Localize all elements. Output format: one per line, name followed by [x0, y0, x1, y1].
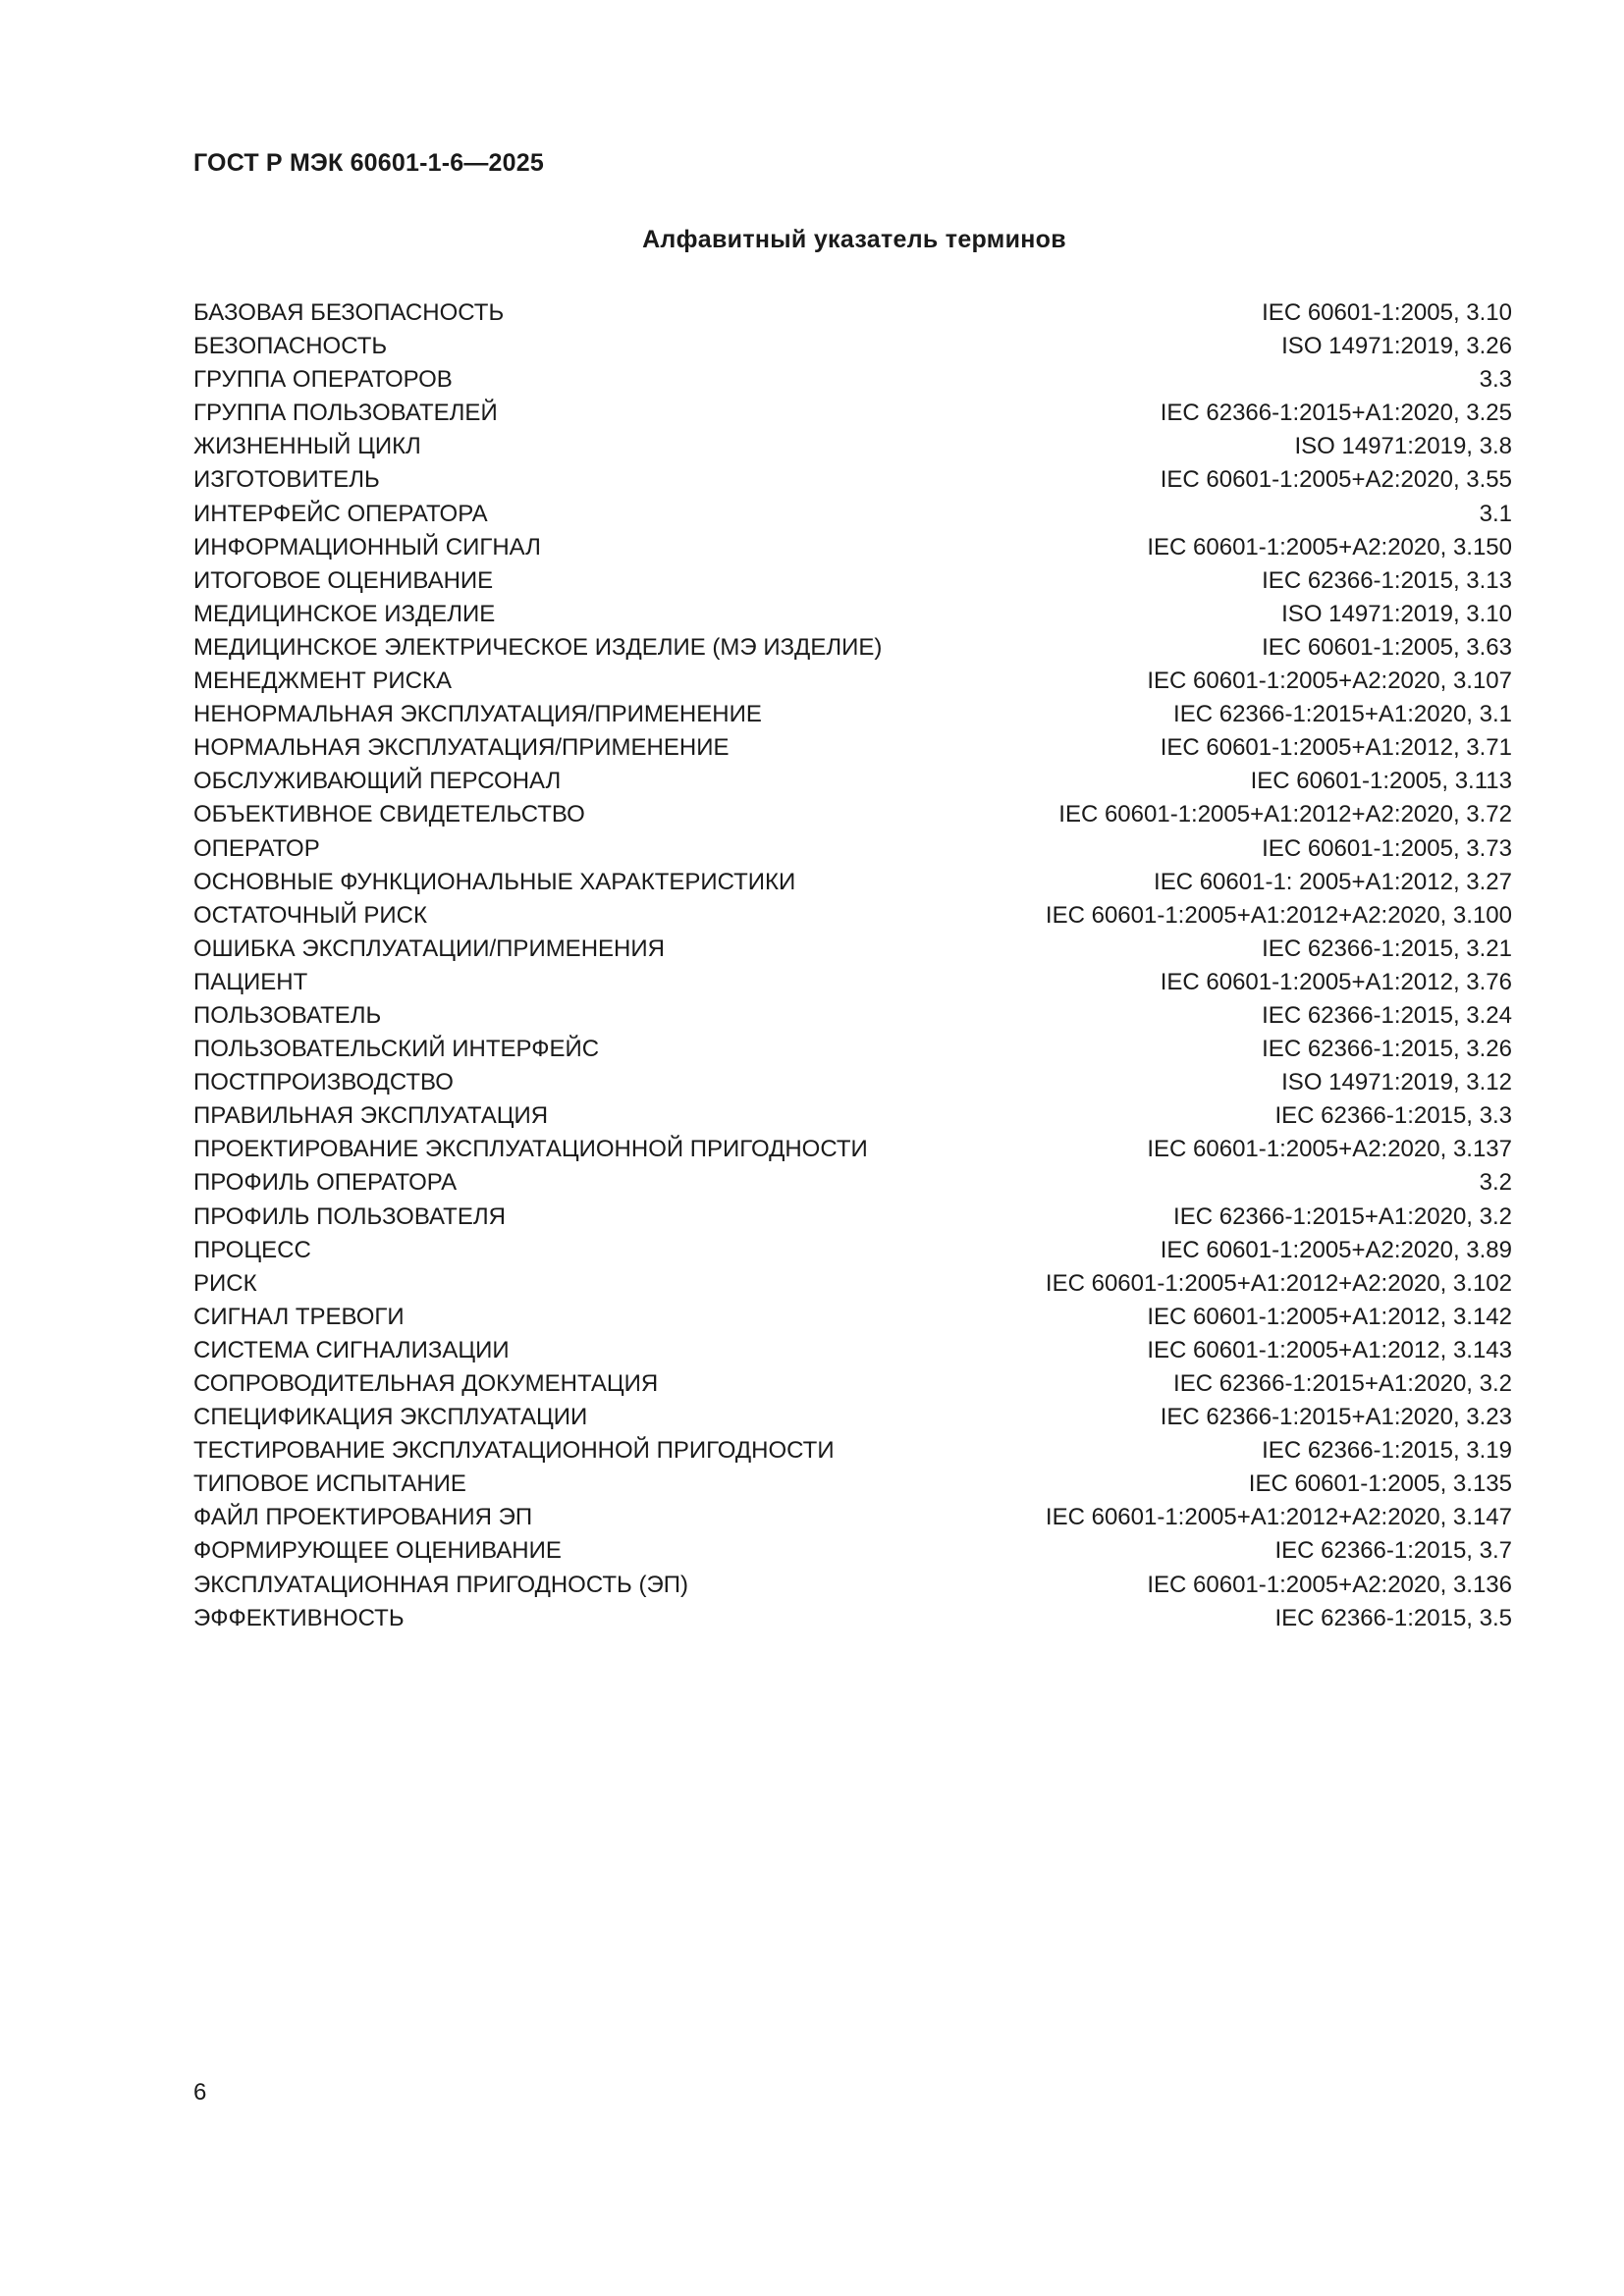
index-reference: IEC 62366-1:2015, 3.21: [1262, 934, 1512, 962]
index-term: ПАЦИЕНТ: [193, 968, 308, 995]
index-term: ФАЙЛ ПРОЕКТИРОВАНИЯ ЭП: [193, 1504, 533, 1531]
index-entry: [193, 899, 1512, 933]
index-entry: [193, 1367, 1512, 1401]
index-title: Алфавитный указатель терминов: [642, 226, 1066, 253]
index-entry: [193, 698, 1512, 731]
index-reference: IEC 62366-1:2015, 3.26: [1262, 1036, 1512, 1063]
index-entry: [193, 1334, 1512, 1367]
index-term: ПРОФИЛЬ ОПЕРАТОРА: [193, 1169, 458, 1197]
index-term: ПРОЦЕСС: [193, 1236, 311, 1263]
index-entry: [193, 397, 1512, 430]
index-reference: ISO 14971:2019, 3.8: [1294, 433, 1512, 460]
index-term: СИСТЕМА СИГНАЛИЗАЦИИ: [193, 1336, 510, 1363]
index-entry: [193, 1534, 1512, 1568]
index-entry: [193, 1033, 1512, 1066]
index-entry: [193, 1099, 1512, 1133]
index-term: ОСТАТОЧНЫЙ РИСК: [193, 901, 427, 929]
index-reference: IEC 62366-1:2015+A1:2020, 3.2: [1173, 1202, 1512, 1230]
index-reference: IEC 60601-1:2005, 3.10: [1262, 299, 1512, 326]
index-reference: IEC 62366-1:2015+A1:2020, 3.2: [1173, 1370, 1512, 1397]
index-term: ОСНОВНЫЕ ФУНКЦИОНАЛЬНЫЕ ХАРАКТЕРИСТИКИ: [193, 868, 796, 895]
index-entry: [193, 1434, 1512, 1468]
index-entry: [193, 1133, 1512, 1166]
document-code: ГОСТ Р МЭК 60601-1-6—2025: [193, 149, 544, 177]
index-term: БЕЗОПАСНОСТЬ: [193, 333, 388, 360]
index-reference: IEC 60601-1:2005+A1:2012+A2:2020, 3.147: [1045, 1504, 1512, 1531]
index-entry: [193, 1602, 1512, 1635]
index-entry: [193, 1468, 1512, 1501]
index-term: СИГНАЛ ТРЕВОГИ: [193, 1303, 405, 1330]
index-reference: IEC 60601-1:2005+A2:2020, 3.137: [1147, 1136, 1512, 1163]
index-entry: [193, 1501, 1512, 1534]
index-entry: [193, 832, 1512, 866]
index-entry: [193, 966, 1512, 999]
index-reference: ISO 14971:2019, 3.10: [1281, 600, 1512, 627]
index-term: СОПРОВОДИТЕЛЬНАЯ ДОКУМЕНТАЦИЯ: [193, 1370, 659, 1397]
index-entry: [193, 598, 1512, 631]
index-term: МЕДИЦИНСКОЕ ИЗДЕЛИЕ: [193, 600, 496, 627]
index-reference: 3.2: [1479, 1169, 1512, 1197]
index-entry: [193, 296, 1512, 330]
index-entry: [193, 866, 1512, 899]
index-reference: IEC 62366-1:2015+A1:2020, 3.23: [1160, 1404, 1512, 1431]
index-reference: IEC 62366-1:2015, 3.5: [1274, 1604, 1512, 1631]
term-index-list: [193, 296, 1512, 1635]
index-reference: IEC 60601-1:2005, 3.135: [1248, 1470, 1512, 1498]
index-entry: [193, 1234, 1512, 1267]
index-reference: IEC 60601-1:2005, 3.63: [1262, 633, 1512, 661]
index-term: ПОЛЬЗОВАТЕЛЬСКИЙ ИНТЕРФЕЙС: [193, 1036, 600, 1063]
index-term: ИНТЕРФЕЙС ОПЕРАТОРА: [193, 500, 488, 527]
index-reference: IEC 62366-1:2015, 3.24: [1262, 1001, 1512, 1029]
index-entry: [193, 1569, 1512, 1602]
index-term: РИСК: [193, 1269, 257, 1297]
index-term: ИТОГОВОЕ ОЦЕНИВАНИЕ: [193, 566, 494, 594]
index-entry: [193, 330, 1512, 363]
index-reference: IEC 60601-1:2005+A2:2020, 3.107: [1147, 667, 1512, 695]
index-term: ЭКСПЛУАТАЦИОННАЯ ПРИГОДНОСТЬ (ЭП): [193, 1571, 688, 1598]
index-term: ТИПОВОЕ ИСПЫТАНИЕ: [193, 1470, 466, 1498]
index-reference: IEC 60601-1:2005+A2:2020, 3.150: [1147, 533, 1512, 561]
index-term: ПОЛЬЗОВАТЕЛЬ: [193, 1001, 382, 1029]
index-term: НОРМАЛЬНАЯ ЭКСПЛУАТАЦИЯ/ПРИМЕНЕНИЕ: [193, 734, 730, 762]
index-term: МЕНЕДЖМЕНТ РИСКА: [193, 667, 452, 695]
index-entry: [193, 1301, 1512, 1334]
index-term: ГРУППА ПОЛЬЗОВАТЕЛЕЙ: [193, 400, 498, 427]
index-reference: ISO 14971:2019, 3.12: [1281, 1069, 1512, 1096]
index-term: ЖИЗНЕННЫЙ ЦИКЛ: [193, 433, 421, 460]
index-reference: 3.1: [1479, 500, 1512, 527]
index-entry: [193, 665, 1512, 698]
index-entry: [193, 631, 1512, 665]
index-term: ЭФФЕКТИВНОСТЬ: [193, 1604, 405, 1631]
index-entry: [193, 463, 1512, 497]
index-entry: [193, 933, 1512, 966]
index-reference: IEC 60601-1:2005+A1:2012+A2:2020, 3.72: [1058, 801, 1512, 828]
index-term: СПЕЦИФИКАЦИЯ ЭКСПЛУАТАЦИИ: [193, 1404, 588, 1431]
index-entry: [193, 363, 1512, 397]
index-term: ПРОФИЛЬ ПОЛЬЗОВАТЕЛЯ: [193, 1202, 506, 1230]
index-entry: [193, 1066, 1512, 1099]
index-reference: IEC 62366-1:2015, 3.3: [1274, 1102, 1512, 1130]
index-entry: [193, 531, 1512, 564]
index-reference: 3.3: [1479, 366, 1512, 394]
index-entry: [193, 430, 1512, 463]
index-entry: [193, 731, 1512, 765]
index-reference: IEC 60601-1:2005+A2:2020, 3.55: [1160, 466, 1512, 494]
index-reference: ISO 14971:2019, 3.26: [1281, 333, 1512, 360]
index-entry: [193, 798, 1512, 831]
index-term: ОБЪЕКТИВНОЕ СВИДЕТЕЛЬСТВО: [193, 801, 585, 828]
index-term: ФОРМИРУЮЩЕЕ ОЦЕНИВАНИЕ: [193, 1537, 562, 1565]
index-reference: IEC 60601-1:2005+A1:2012, 3.143: [1147, 1336, 1512, 1363]
index-reference: IEC 62366-1:2015, 3.19: [1262, 1437, 1512, 1465]
index-entry: [193, 1166, 1512, 1200]
index-term: БАЗОВАЯ БЕЗОПАСНОСТЬ: [193, 299, 505, 326]
index-term: ГРУППА ОПЕРАТОРОВ: [193, 366, 453, 394]
index-term: ПРОЕКТИРОВАНИЕ ЭКСПЛУАТАЦИОННОЙ ПРИГОДНОСТИ: [193, 1136, 868, 1163]
index-reference: IEC 60601-1:2005, 3.113: [1250, 768, 1512, 795]
index-term: МЕДИЦИНСКОЕ ЭЛЕКТРИЧЕСКОЕ ИЗДЕЛИЕ (МЭ ИЗДЕЛИЕ): [193, 633, 883, 661]
index-term: ОПЕРАТОР: [193, 834, 320, 862]
index-reference: IEC 60601-1:2005, 3.73: [1262, 834, 1512, 862]
index-entry: [193, 1201, 1512, 1234]
index-term: ПРАВИЛЬНАЯ ЭКСПЛУАТАЦИЯ: [193, 1102, 549, 1130]
index-entry: [193, 1267, 1512, 1301]
index-term: ОШИБКА ЭКСПЛУАТАЦИИ/ПРИМЕНЕНИЯ: [193, 934, 665, 962]
index-reference: IEC 60601-1:2005+A1:2012, 3.71: [1160, 734, 1512, 762]
index-term: ТЕСТИРОВАНИЕ ЭКСПЛУАТАЦИОННОЙ ПРИГОДНОСТИ: [193, 1437, 835, 1465]
index-reference: IEC 60601-1:2005+A2:2020, 3.89: [1160, 1236, 1512, 1263]
index-reference: IEC 62366-1:2015, 3.7: [1274, 1537, 1512, 1565]
index-term: ИЗГОТОВИТЕЛЬ: [193, 466, 380, 494]
page-number: 6: [193, 2079, 207, 2106]
index-reference: IEC 60601-1:2005+A1:2012, 3.76: [1160, 968, 1512, 995]
index-entry: [193, 999, 1512, 1033]
index-term: ИНФОРМАЦИОННЫЙ СИГНАЛ: [193, 533, 541, 561]
index-entry: [193, 564, 1512, 598]
index-term: ПОСТПРОИЗВОДСТВО: [193, 1069, 454, 1096]
index-entry: [193, 498, 1512, 531]
index-reference: IEC 62366-1:2015+A1:2020, 3.25: [1160, 400, 1512, 427]
index-reference: IEC 62366-1:2015, 3.13: [1262, 566, 1512, 594]
index-reference: IEC 62366-1:2015+A1:2020, 3.1: [1173, 701, 1512, 728]
index-reference: IEC 60601-1: 2005+A1:2012, 3.27: [1154, 868, 1512, 895]
index-entry: [193, 765, 1512, 798]
index-term: НЕНОРМАЛЬНАЯ ЭКСПЛУАТАЦИЯ/ПРИМЕНЕНИЕ: [193, 701, 762, 728]
index-reference: IEC 60601-1:2005+A2:2020, 3.136: [1147, 1571, 1512, 1598]
index-reference: IEC 60601-1:2005+A1:2012+A2:2020, 3.100: [1045, 901, 1512, 929]
index-reference: IEC 60601-1:2005+A1:2012, 3.142: [1147, 1303, 1512, 1330]
index-entry: [193, 1401, 1512, 1434]
index-term: ОБСЛУЖИВАЮЩИЙ ПЕРСОНАЛ: [193, 768, 562, 795]
index-reference: IEC 60601-1:2005+A1:2012+A2:2020, 3.102: [1045, 1269, 1512, 1297]
